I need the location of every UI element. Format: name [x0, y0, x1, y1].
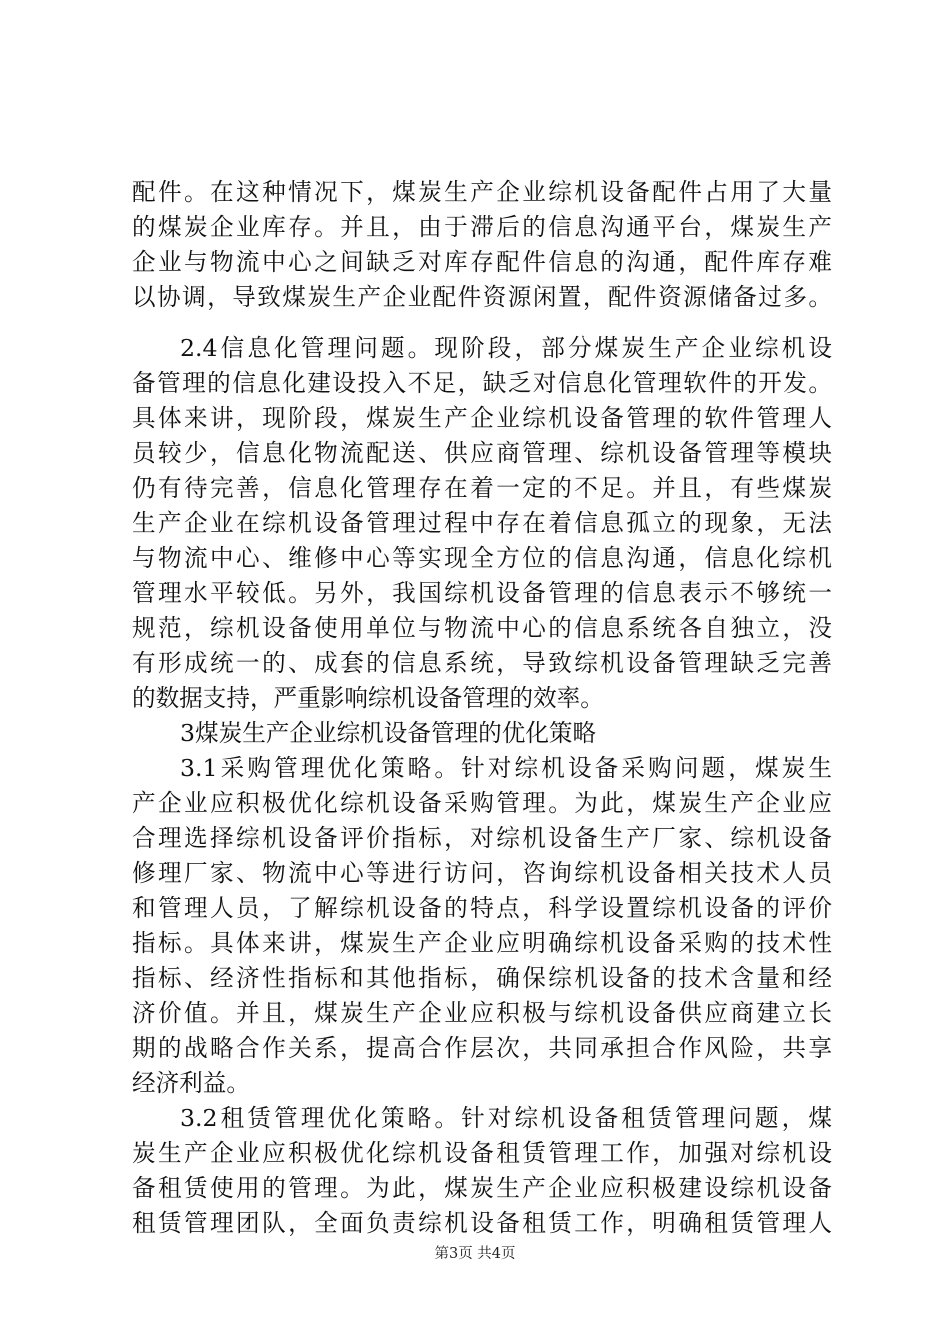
section-3-1-first-line: 3.1采购管理优化策略。针对综机设备采购问题，煤炭生	[180, 754, 832, 782]
text-line: 备租赁使用的管理。为此，煤炭生产企业应积极建设综机设备	[132, 1174, 832, 1202]
text-line: 备管理的信息化建设投入不足，缺乏对信息化管理软件的开发。	[132, 369, 832, 397]
text-line: 规范，综机设备使用单位与物流中心的信息系统各自独立，没	[132, 614, 832, 642]
text-line: 炭生产企业应积极优化综机设备租赁管理工作，加强对综机设	[132, 1139, 832, 1167]
text-line: 产企业应积极优化综机设备采购管理。为此，煤炭生产企业应	[132, 789, 832, 817]
text-line: 生产企业在综机设备管理过程中存在着信息孤立的现象，无法	[132, 509, 832, 537]
text-line: 企业与物流中心之间缺乏对库存配件信息的沟通，配件库存难	[132, 248, 832, 276]
text-line: 指标。具体来讲，煤炭生产企业应明确综机设备采购的技术性	[132, 929, 832, 957]
page-number-footer: 第3页 共4页	[434, 1246, 516, 1262]
text-line: 以协调，导致煤炭生产企业配件资源闲置，配件资源储备过多。	[132, 283, 832, 311]
text-line: 和管理人员，了解综机设备的特点，科学设置综机设备的评价	[132, 894, 832, 922]
text-line: 期的战略合作关系，提高合作层次，共同承担合作风险，共享	[132, 1034, 832, 1062]
text-line: 与物流中心、维修中心等实现全方位的信息沟通，信息化综机	[132, 544, 832, 572]
text-line: 指标、经济性指标和其他指标，确保综机设备的技术含量和经	[132, 964, 832, 992]
text-line: 员较少，信息化物流配送、供应商管理、综机设备管理等模块	[132, 439, 832, 467]
text-line: 有形成统一的、成套的信息系统，导致综机设备管理缺乏完善	[132, 649, 832, 677]
text-line: 配件。在这种情况下，煤炭生产企业综机设备配件占用了大量	[132, 178, 832, 206]
text-line: 租赁管理团队，全面负责综机设备租赁工作，明确租赁管理人	[132, 1209, 832, 1237]
section-3-heading: 3煤炭生产企业综机设备管理的优化策略	[180, 719, 597, 747]
text-line: 经济利益。	[132, 1069, 250, 1097]
section-2-4-first-line: 2.4信息化管理问题。现阶段，部分煤炭生产企业综机设	[180, 334, 832, 362]
text-line: 管理水平较低。另外，我国综机设备管理的信息表示不够统一	[132, 579, 832, 607]
text-line: 具体来讲，现阶段，煤炭生产企业综机设备管理的软件管理人	[132, 404, 832, 432]
text-line: 仍有待完善，信息化管理存在着一定的不足。并且，有些煤炭	[132, 474, 832, 502]
text-line: 济价值。并且，煤炭生产企业应积极与综机设备供应商建立长	[132, 999, 832, 1027]
text-line: 的煤炭企业库存。并且，由于滞后的信息沟通平台，煤炭生产	[132, 213, 832, 241]
text-line: 的数据支持，严重影响综机设备管理的效率。	[132, 684, 604, 712]
text-line: 修理厂家、物流中心等进行访问，咨询综机设备相关技术人员	[132, 859, 832, 887]
text-line: 合理选择综机设备评价指标，对综机设备生产厂家、综机设备	[132, 824, 832, 852]
section-3-2-first-line: 3.2租赁管理优化策略。针对综机设备租赁管理问题，煤	[180, 1104, 832, 1132]
